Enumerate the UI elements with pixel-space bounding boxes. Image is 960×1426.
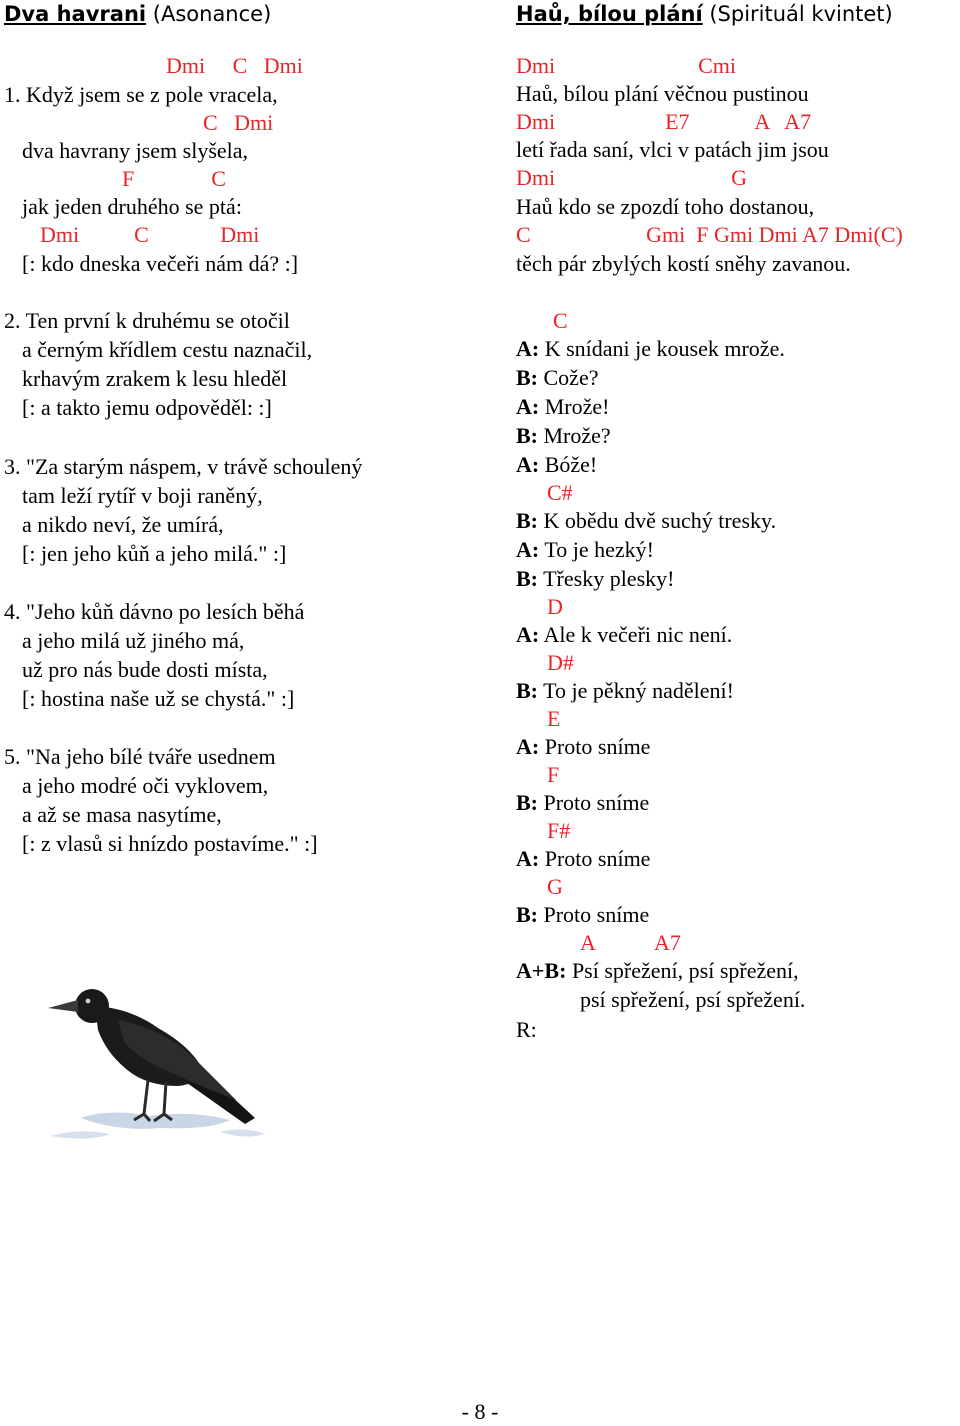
dialog-text: Psí spřežení, psí spřežení, xyxy=(566,958,799,983)
dialog-text: Proto sníme xyxy=(539,734,651,759)
lyric-line: Haů kdo se zpozdí toho dostanou, xyxy=(516,194,815,219)
chord-line: Dmi Cmi xyxy=(516,53,737,78)
dialog-line xyxy=(516,507,776,535)
chord-line: F xyxy=(547,762,560,787)
speaker-label: A: xyxy=(516,394,540,419)
speaker-label: A: xyxy=(516,452,540,477)
lyric-line: [: kdo dneska večeři nám dá? :] xyxy=(22,251,299,276)
dialog-line xyxy=(516,789,649,817)
dialog-text: Proto sníme xyxy=(538,902,650,927)
speaker-label: A: xyxy=(516,537,540,562)
speaker-label: A: xyxy=(516,846,540,871)
speaker-label: A: xyxy=(516,734,540,759)
lyric-line: a jeho modré oči vyklovem, xyxy=(22,773,269,798)
lyric-line: Haů, bílou plání věčnou pustinou xyxy=(516,81,809,106)
lyric-line: tam leží rytíř v boji raněný, xyxy=(22,483,263,508)
chord-line: C Dmi xyxy=(203,110,274,135)
left-song-title xyxy=(4,0,271,28)
chord-line: Dmi C Dmi xyxy=(166,53,303,78)
speaker-label: A: xyxy=(516,622,540,647)
dialog-text: Proto sníme xyxy=(539,846,651,871)
dialog-line xyxy=(516,565,674,593)
lyric-line: 3. "Za starým náspem, v trávě schoulený xyxy=(4,454,363,479)
dialog-text: Proto sníme xyxy=(538,790,650,815)
chord-line: A A7 xyxy=(580,930,681,955)
lyric-line: [: a takto jemu odpověděl: :] xyxy=(22,395,272,420)
lyric-line: a až se masa nasytíme, xyxy=(22,802,222,827)
chord-line: G xyxy=(547,874,563,899)
lyric-line: a černým křídlem cestu naznačil, xyxy=(22,337,313,362)
speaker-label: B: xyxy=(516,508,538,533)
chord-line: C xyxy=(553,308,568,333)
dialog-line xyxy=(516,621,732,649)
lyric-line: jak jeden druhého se ptá: xyxy=(22,194,242,219)
lyric-line: dva havrany jsem slyšela, xyxy=(22,138,249,163)
refrain-label: R: xyxy=(516,1017,537,1042)
dialog-text: Bóže! xyxy=(539,452,598,477)
dialog-line xyxy=(516,536,654,564)
lyric-line: [: hostina naše už se chystá." :] xyxy=(22,686,295,711)
chord-line: F C xyxy=(122,166,226,191)
dialog-line xyxy=(516,451,597,479)
dialog-line xyxy=(516,335,785,363)
chord-line: E xyxy=(547,706,561,731)
speaker-label: A+B: xyxy=(516,958,567,983)
dialog-text: Ale k večeři nic není. xyxy=(539,622,733,647)
right-song-title-main: Haů, bílou plání xyxy=(516,2,703,26)
lyric-line: 1. Když jsem se z pole vracela, xyxy=(4,82,278,107)
dialog-text: Třesky plesky! xyxy=(538,566,675,591)
left-song-title-sub: (Asonance) xyxy=(152,2,272,26)
lyric-line: těch pár zbylých kostí sněhy zavanou. xyxy=(516,251,851,276)
speaker-label: B: xyxy=(516,790,538,815)
chord-line: Dmi C Dmi xyxy=(40,222,260,247)
chord-line: Dmi G xyxy=(516,165,747,190)
dialog-text: K snídani je kousek mrože. xyxy=(539,336,785,361)
dialog-line: psí spřežení, psí spřežení. xyxy=(580,987,806,1012)
dialog-text: K obědu dvě suchý tresky. xyxy=(538,508,777,533)
dialog-line xyxy=(516,677,734,705)
chord-line: D# xyxy=(547,650,574,675)
lyric-line: už pro nás bude dosti místa, xyxy=(22,657,268,682)
left-song-title-main: Dva havrani xyxy=(4,2,147,26)
lyric-line: a nikdo neví, že umírá, xyxy=(22,512,224,537)
speaker-label: B: xyxy=(516,678,538,703)
lyric-line: 5. "Na jeho bílé tváře usednem xyxy=(4,744,276,769)
dialog-line xyxy=(516,733,650,761)
dialog-text: Mrože! xyxy=(539,394,610,419)
lyric-line: [: z vlasů si hnízdo postavíme." :] xyxy=(22,831,318,856)
chord-line: C Gmi F Gmi Dmi A7 Dmi(C) xyxy=(516,222,903,247)
lyric-line: a jeho milá už jiného má, xyxy=(22,628,245,653)
lyric-line: krhavým zrakem k lesu hleděl xyxy=(22,366,288,391)
dialog-text: To je hezký! xyxy=(539,537,654,562)
speaker-label: B: xyxy=(516,365,538,390)
speaker-label: A: xyxy=(516,336,540,361)
lyric-line: 4. "Jeho kůň dávno po lesích běhá xyxy=(4,599,305,624)
lyric-line: 2. Ten první k druhému se otočil xyxy=(4,308,290,333)
right-song-title xyxy=(516,0,893,28)
chord-line: D xyxy=(547,594,563,619)
dialog-text: Mrože? xyxy=(538,423,611,448)
speaker-label: B: xyxy=(516,423,538,448)
lyric-line: [: jen jeho kůň a jeho milá." :] xyxy=(22,541,287,566)
page-number: - 8 - xyxy=(461,1399,499,1424)
dialog-line xyxy=(516,422,611,450)
right-song-title-sub: (Spirituál kvintet) xyxy=(709,2,893,26)
dialog-text: Cože? xyxy=(538,365,599,390)
dialog-line xyxy=(516,957,799,985)
crow-icon xyxy=(40,968,270,1148)
dialog-line xyxy=(516,393,609,421)
dialog-text: To je pěkný nadělení! xyxy=(538,678,734,703)
speaker-label: B: xyxy=(516,566,538,591)
lyric-line: letí řada saní, vlci v patách jim jsou xyxy=(516,137,829,162)
dialog-line xyxy=(516,901,649,929)
speaker-label: B: xyxy=(516,902,538,927)
chord-line: C# xyxy=(547,480,573,505)
chord-line: F# xyxy=(547,818,571,843)
chord-line: Dmi E7 A A7 xyxy=(516,109,812,134)
dialog-line xyxy=(516,364,598,392)
dialog-line xyxy=(516,845,650,873)
